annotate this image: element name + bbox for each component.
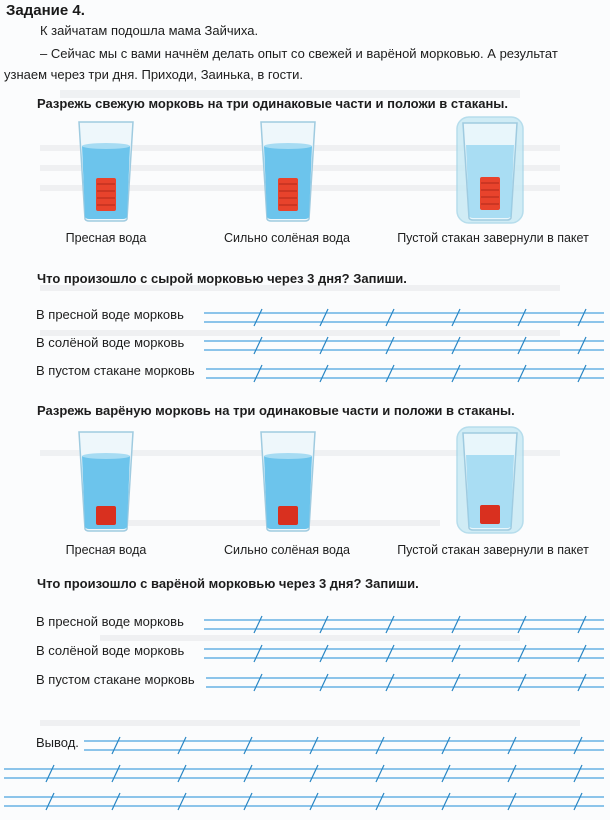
answer-label-salt-2: В солёной воде морковь: [36, 643, 185, 658]
intro-line-3: узнаем через три дня. Приходи, Заинька, в гости.: [4, 67, 303, 82]
answer-label-fresh-2: В пресной воде морковь: [36, 614, 184, 629]
caption-fresh-1: Пресная вода: [65, 231, 147, 245]
caption-salt-2: Сильно солёная вода: [224, 543, 350, 557]
answer-label-fresh-1: В пресной воде морковь: [36, 307, 184, 322]
intro-line-1: К зайчатам подошла мама Зайчиха.: [40, 23, 259, 38]
conclusion-lines[interactable]: [0, 728, 610, 820]
caption-bag-2: Пустой стакан завернули в пакет: [397, 543, 589, 557]
carrot-piece: [480, 177, 500, 210]
answer-lines-section1[interactable]: [0, 300, 610, 390]
carrot-piece: [278, 178, 298, 211]
caption-fresh-2: Пресная вода: [65, 543, 147, 557]
intro-line-2: – Сейчас мы с вами начнём делать опыт со свежей и варёной морковью. А результат: [40, 46, 558, 61]
section1-question: Что произошло с сырой морковью через 3 дня? Запиши.: [37, 271, 407, 286]
section2-question: Что произошло с варёной морковью через 3 дня? Запиши.: [37, 576, 419, 591]
answer-label-empty-2: В пустом стакане морковь: [36, 672, 195, 687]
glass-empty-bag-boiled: [455, 425, 525, 535]
section2-instruction: Разрежь варёную морковь на три одинаковые части и положи в стаканы.: [37, 403, 515, 418]
task-title: Задание 4.: [6, 2, 85, 19]
glass-salt-water-raw: [258, 120, 318, 222]
answer-label-empty-1: В пустом стакане морковь: [36, 363, 195, 378]
section1-instruction: Разрежь свежую морковь на три одинаковые части и положи в стаканы.: [37, 96, 509, 111]
glass-empty-bag-raw: [455, 115, 525, 225]
glass-fresh-water-boiled: [76, 430, 136, 532]
carrot-piece: [480, 505, 500, 524]
carrot-piece: [278, 506, 298, 525]
carrot-piece: [96, 506, 116, 525]
caption-bag-1: Пустой стакан завернули в пакет: [397, 231, 589, 245]
glass-salt-water-boiled: [258, 430, 318, 532]
answer-lines-section2[interactable]: [0, 607, 610, 699]
conclusion-label: Вывод.: [36, 735, 79, 750]
answer-label-salt-1: В солёной воде морковь: [36, 335, 185, 350]
caption-salt-1: Сильно солёная вода: [224, 231, 350, 245]
carrot-piece: [96, 178, 116, 211]
glass-fresh-water-raw: [76, 120, 136, 222]
